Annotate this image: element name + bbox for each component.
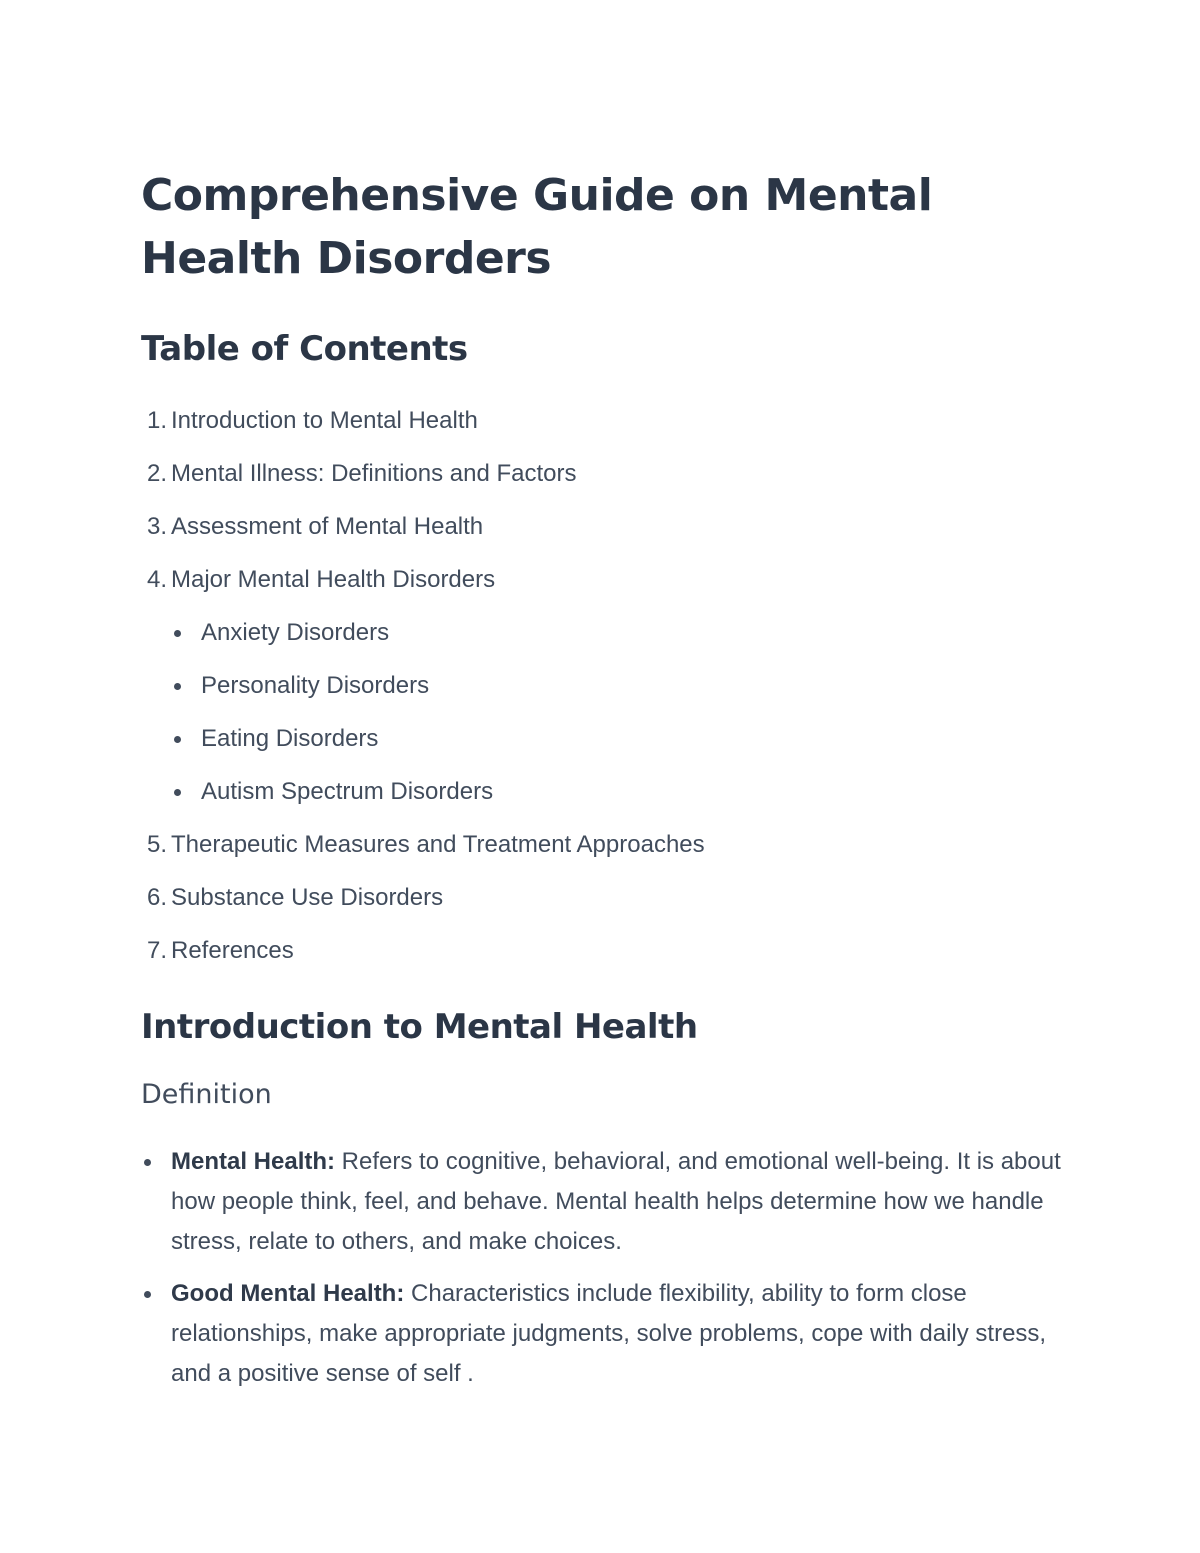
toc-item-label: Mental Illness: Definitions and Factors [171,460,577,487]
definition-term: Good Mental Health: [171,1280,405,1307]
definition-term: Mental Health: [171,1148,336,1175]
bullet-icon [174,789,181,796]
toc-subitem-label: Personality Disorders [201,672,430,699]
toc-item-number: 4. [146,566,167,593]
toc-item-label: Substance Use Disorders [171,884,444,911]
toc-item-mental-illness [141,459,1071,489]
toc-subitem-personality [171,671,1071,701]
toc-item-number: 3. [146,513,167,540]
toc-subitem-label: Anxiety Disorders [201,619,390,646]
toc-item-number: 6. [146,884,167,911]
section-heading-introduction: Introduction to Mental Health [141,1007,698,1047]
toc-item-introduction [141,406,1071,436]
toc-subitem-label: Autism Spectrum Disorders [201,778,494,805]
toc-subitem-anxiety [171,618,1071,648]
definition-text: Characteristics include flexibility, ability to form close relationships, make appropriate judgments, solve problems, cope with daily stress, and a positive sense of self . [171,1280,1047,1387]
toc-item-assessment [141,512,1071,542]
definition-list [141,1142,1071,1394]
bullet-icon [174,630,181,637]
document-page [141,164,1071,1406]
bullet-icon [144,1291,151,1298]
toc-sublist [171,618,1071,807]
toc-item-label: References [171,937,294,964]
definition-mental-health [141,1142,1071,1262]
definition-good-mental-health [141,1274,1071,1394]
bullet-icon [144,1159,151,1166]
toc-item-major-disorders [141,565,1071,807]
toc-item-number: 2. [146,460,167,487]
toc-item-label: Major Mental Health Disorders [171,566,496,593]
toc-subitem-label: Eating Disorders [201,725,379,752]
toc-item-number: 7. [146,937,167,964]
toc-item-substance-use [141,883,1071,913]
toc-item-label: Assessment of Mental Health [171,513,484,540]
toc-heading: Table of Contents [141,329,468,369]
toc-subitem-autism [171,777,1071,807]
toc-item-therapeutic [141,830,1071,860]
toc-item-label: Introduction to Mental Health [171,407,478,434]
bullet-icon [174,736,181,743]
toc-item-number: 1. [146,407,167,434]
toc-list [141,406,1071,966]
toc-item-references [141,936,1071,966]
definition-text: Refers to cognitive, behavioral, and emotional well-being. It is about how people think, feel, and behave. Mental health helps determine how we handle stress, relate to others, and make choices. [171,1148,1061,1255]
document-title: Comprehensive Guide on Mental Health Disorders [141,170,933,284]
subheading-definition: Definition [141,1079,272,1110]
bullet-icon [174,683,181,690]
toc-subitem-eating [171,724,1071,754]
toc-item-label: Therapeutic Measures and Treatment Approaches [171,831,705,858]
toc-item-number: 5. [146,831,167,858]
